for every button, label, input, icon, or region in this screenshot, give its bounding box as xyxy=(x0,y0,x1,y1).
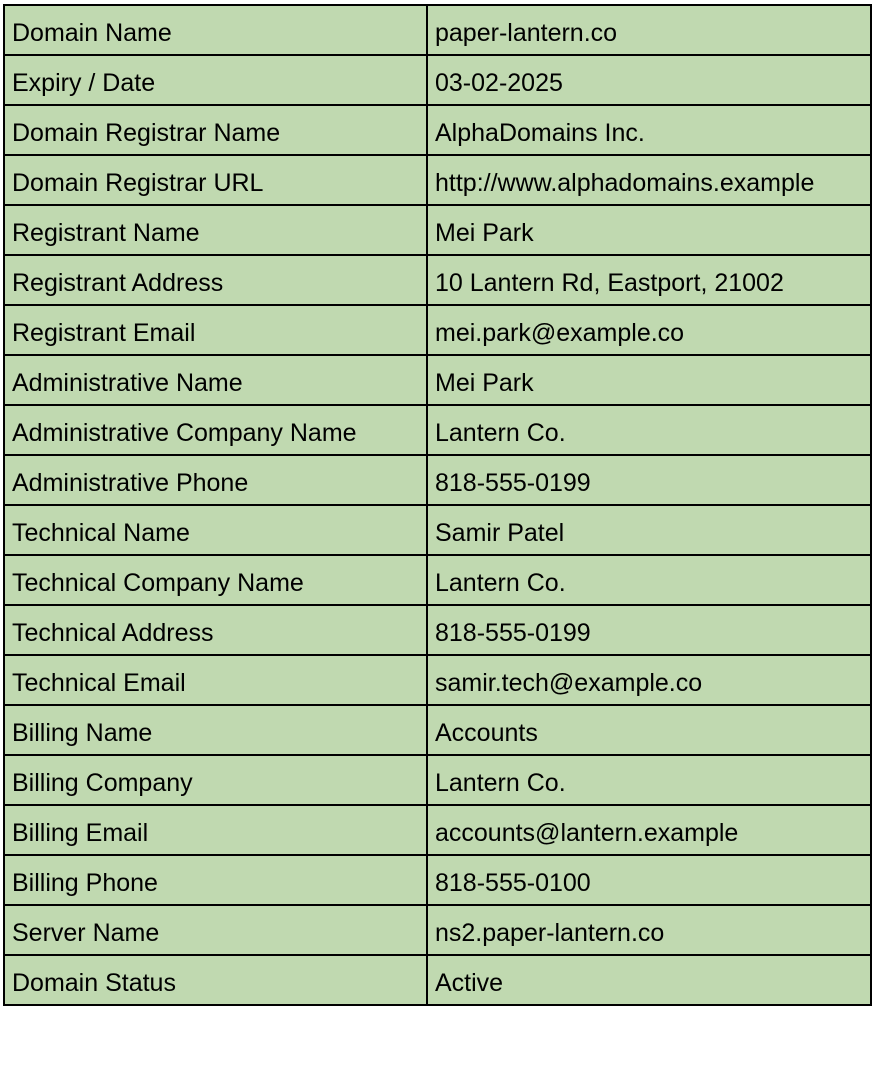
administrative-name-label: Administrative Name xyxy=(4,355,427,405)
domain-status-value: Active xyxy=(427,955,871,1005)
registrant-address-label: Registrant Address xyxy=(4,255,427,305)
registrar-url-label: Domain Registrar URL xyxy=(4,155,427,205)
technical-name-label: Technical Name xyxy=(4,505,427,555)
table-row xyxy=(4,255,871,305)
registrar-name-label: Domain Registrar Name xyxy=(4,105,427,155)
billing-email-label: Billing Email xyxy=(4,805,427,855)
table-row xyxy=(4,705,871,755)
billing-phone-label: Billing Phone xyxy=(4,855,427,905)
table-row xyxy=(4,205,871,255)
billing-email-value: accounts@lantern.example xyxy=(427,805,871,855)
registrant-email-label: Registrant Email xyxy=(4,305,427,355)
registrar-url-value: http://www.alphadomains.example xyxy=(427,155,871,205)
registrant-name-value: Mei Park xyxy=(427,205,871,255)
server-name-value: ns2.paper-lantern.co xyxy=(427,905,871,955)
expiry-date-label: Expiry / Date xyxy=(4,55,427,105)
table-row xyxy=(4,555,871,605)
table-row xyxy=(4,5,871,55)
technical-address-value: 818-555-0199 xyxy=(427,605,871,655)
table-row xyxy=(4,505,871,555)
billing-company-label: Billing Company xyxy=(4,755,427,805)
technical-company-value: Lantern Co. xyxy=(427,555,871,605)
billing-phone-value: 818-555-0100 xyxy=(427,855,871,905)
domain-name-label: Domain Name xyxy=(4,5,427,55)
administrative-company-value: Lantern Co. xyxy=(427,405,871,455)
expiry-date-value: 03-02-2025 xyxy=(427,55,871,105)
table-row xyxy=(4,405,871,455)
table-row xyxy=(4,755,871,805)
administrative-company-label: Administrative Company Name xyxy=(4,405,427,455)
domain-status-label: Domain Status xyxy=(4,955,427,1005)
table-row xyxy=(4,55,871,105)
technical-name-value: Samir Patel xyxy=(427,505,871,555)
domain-info-table-body xyxy=(4,5,871,1005)
table-row xyxy=(4,155,871,205)
registrar-name-value: AlphaDomains Inc. xyxy=(427,105,871,155)
registrant-email-value: mei.park@example.co xyxy=(427,305,871,355)
billing-name-value: Accounts xyxy=(427,705,871,755)
table-row xyxy=(4,855,871,905)
table-row xyxy=(4,455,871,505)
table-row xyxy=(4,355,871,405)
technical-address-label: Technical Address xyxy=(4,605,427,655)
table-row xyxy=(4,105,871,155)
table-row xyxy=(4,905,871,955)
table-row xyxy=(4,655,871,705)
registrant-address-value: 10 Lantern Rd, Eastport, 21002 xyxy=(427,255,871,305)
administrative-phone-label: Administrative Phone xyxy=(4,455,427,505)
technical-company-label: Technical Company Name xyxy=(4,555,427,605)
administrative-name-value: Mei Park xyxy=(427,355,871,405)
table-row xyxy=(4,605,871,655)
billing-name-label: Billing Name xyxy=(4,705,427,755)
billing-company-value: Lantern Co. xyxy=(427,755,871,805)
table-row xyxy=(4,305,871,355)
table-row xyxy=(4,805,871,855)
domain-info-table xyxy=(3,4,872,1006)
domain-name-value: paper-lantern.co xyxy=(427,5,871,55)
registrant-name-label: Registrant Name xyxy=(4,205,427,255)
technical-email-label: Technical Email xyxy=(4,655,427,705)
technical-email-value: samir.tech@example.co xyxy=(427,655,871,705)
server-name-label: Server Name xyxy=(4,905,427,955)
administrative-phone-value: 818-555-0199 xyxy=(427,455,871,505)
table-row xyxy=(4,955,871,1005)
